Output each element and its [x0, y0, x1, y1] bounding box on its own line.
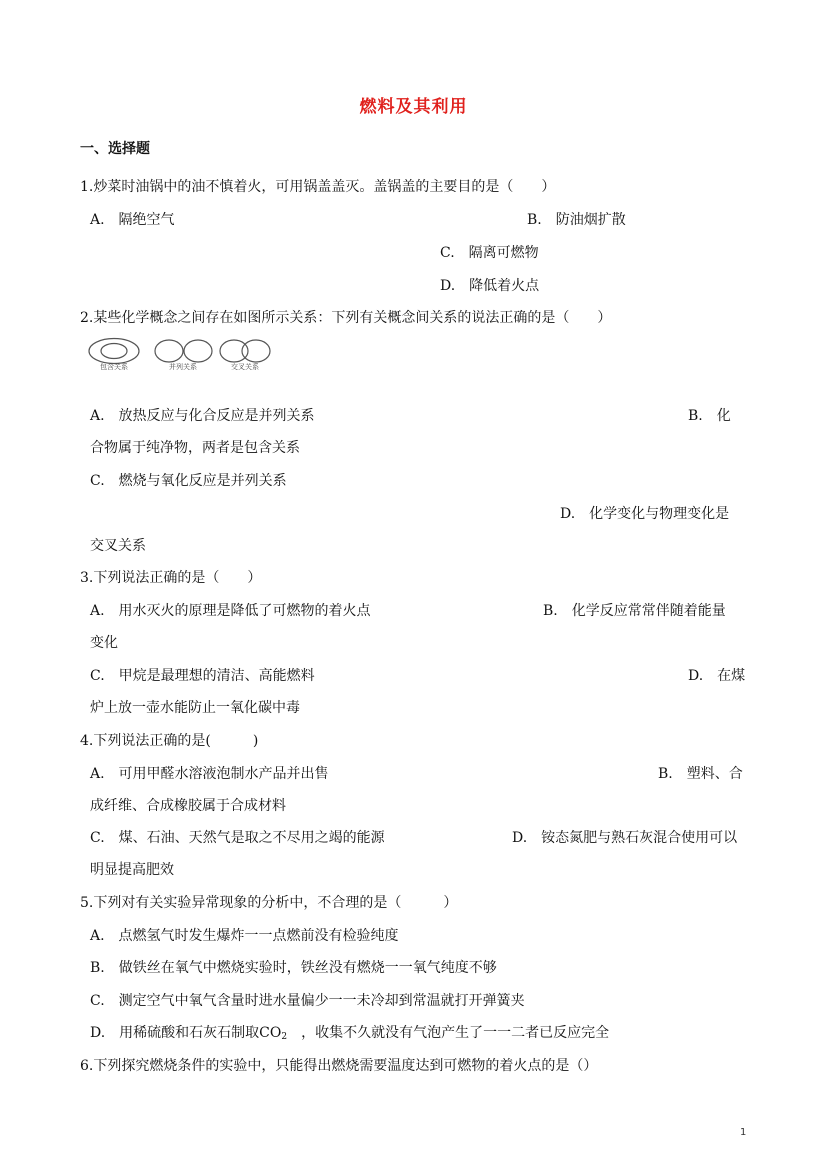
question-5-option-c[interactable]: C. 测定空气中氧气含量时进水量偏少一一未冷却到常温就打开弹簧夹	[90, 993, 525, 1009]
question-1-option-a[interactable]: A. 隔绝空气	[90, 212, 175, 228]
question-5-option-d-text: D. 用稀硫酸和石灰石制取CO	[90, 1025, 282, 1041]
question-2-option-b-continued: 合物属于纯净物，两者是包含关系	[90, 440, 300, 456]
question-2-option-d[interactable]: D. 化学变化与物理变化是	[560, 506, 730, 522]
question-5-stem: 5.下列对有关实验异常现象的分析中，不合理的是（ ）	[80, 895, 458, 911]
question-2-option-a[interactable]: A. 放热反应与化合反应是并列关系	[90, 408, 315, 424]
question-3-stem: 3.下列说法正确的是（ ）	[80, 570, 262, 586]
question-1-option-b[interactable]: B. 防油烟扩散	[527, 212, 626, 228]
question-5-option-a[interactable]: A. 点燃氢气时发生爆炸一一点燃前没有检验纯度	[90, 928, 399, 944]
question-2-stem: 2.某些化学概念之间存在如图所示关系：下列有关概念间关系的说法正确的是（ ）	[80, 310, 612, 326]
question-4-option-d[interactable]: D. 铵态氮肥与熟石灰混合使用可以	[512, 830, 738, 846]
question-3-option-b-continued: 变化	[90, 635, 118, 651]
page-number: 1	[740, 1127, 747, 1138]
question-4-option-d-continued: 明显提高肥效	[90, 862, 174, 878]
question-3-option-b[interactable]: B. 化学反应常常伴随着能量	[543, 603, 726, 619]
question-4-option-b-continued: 成纤维、合成橡胶属于合成材料	[90, 798, 286, 814]
question-5-option-b[interactable]: B. 做铁丝在氧气中燃烧实验时，铁丝没有燃烧一一氧气纯度不够	[90, 960, 497, 976]
question-5-option-d-text-end: ，收集不久就没有气泡产生了一一二者已反应完全	[287, 1025, 610, 1041]
question-4-option-c[interactable]: C. 煤、石油、天然气是取之不尽用之竭的能源	[90, 830, 385, 846]
question-4-option-a[interactable]: A. 可用甲醛水溶液泡制水产品并出售	[90, 766, 329, 782]
question-3-option-c[interactable]: C. 甲烷是最理想的清洁、高能燃料	[90, 668, 315, 684]
co2-subscript: 2	[281, 1032, 288, 1042]
question-2-option-d-continued: 交叉关系	[90, 538, 146, 554]
question-4-stem: 4.下列说法正确的是( )	[80, 733, 259, 749]
question-2-option-b[interactable]: B. 化	[688, 408, 731, 424]
section-heading: 一、选择题	[80, 141, 150, 157]
question-6-stem: 6.下列探究燃烧条件的实验中，只能得出燃烧需要温度达到可燃物的着火点的是（）	[80, 1058, 598, 1074]
question-1-stem: 1.炒菜时油锅中的油不慎着火，可用锅盖盖灭。盖锅盖的主要目的是（ ）	[80, 179, 556, 195]
page-title: 燃料及其利用	[359, 97, 468, 117]
question-1-option-c[interactable]: C. 隔离可燃物	[440, 245, 539, 261]
question-1-option-d[interactable]: D. 降低着火点	[440, 278, 540, 294]
question-4-option-b[interactable]: B. 塑料、合	[658, 766, 743, 782]
figure-label-intersect: 交叉关系	[231, 363, 259, 371]
figure-label-parallel: 并列关系	[169, 363, 197, 371]
concept-relation-diagram	[86, 337, 282, 371]
question-5-option-d[interactable]	[90, 1024, 609, 1046]
question-3-option-d[interactable]: D. 在煤	[688, 668, 746, 684]
question-3-option-d-continued: 炉上放一壶水能防止一氧化碳中毒	[90, 700, 300, 716]
question-3-option-a[interactable]: A. 用水灭火的原理是降低了可燃物的着火点	[90, 603, 371, 619]
question-2-option-c[interactable]: C. 燃烧与氧化反应是并列关系	[90, 473, 287, 489]
figure-label-containment: 包含关系	[100, 363, 128, 371]
